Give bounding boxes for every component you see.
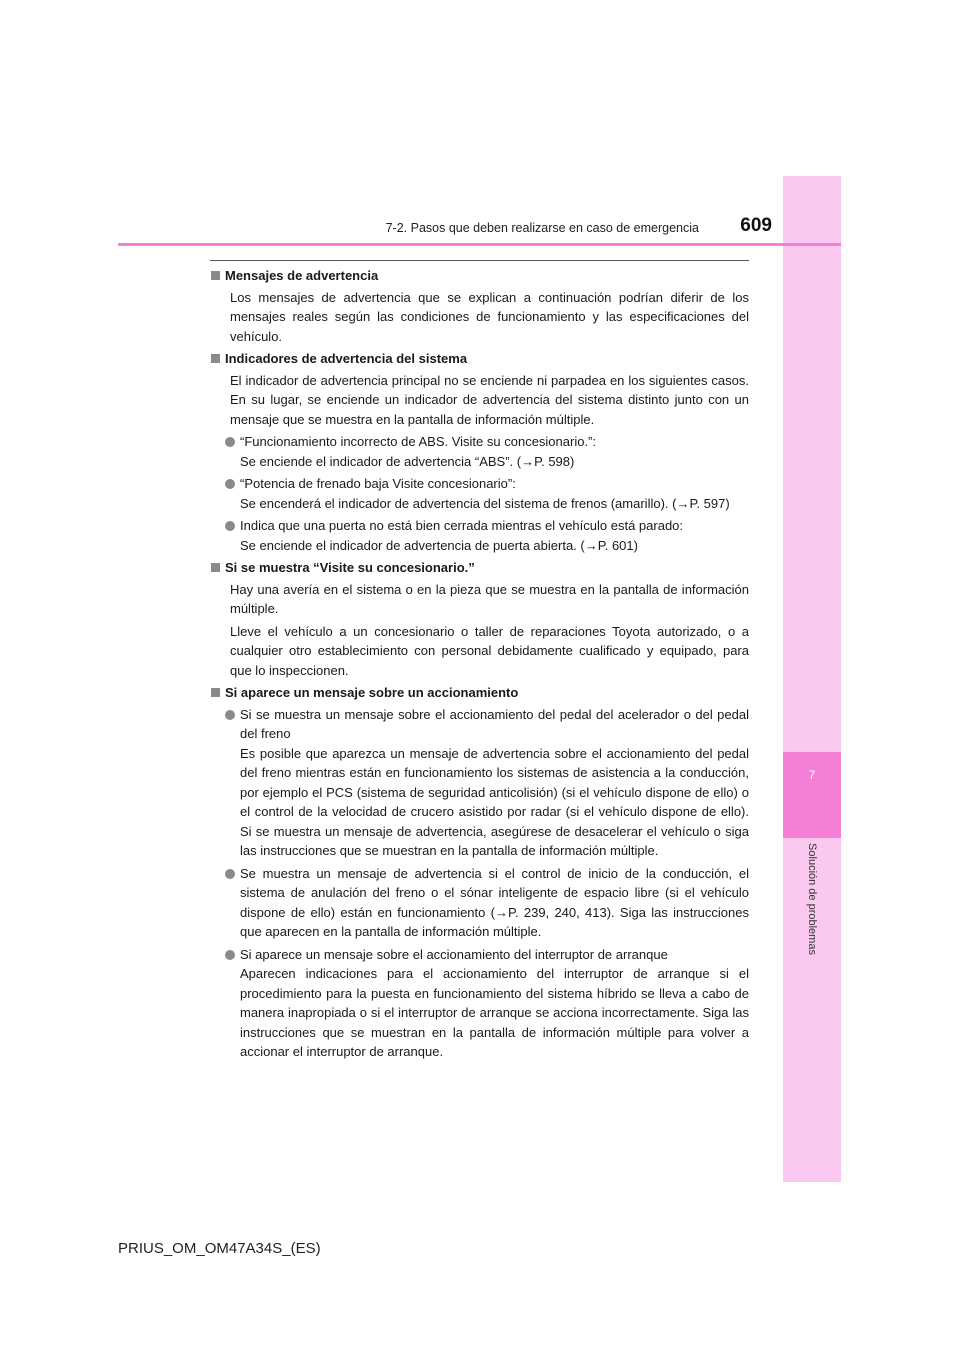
list-item: “Potencia de frenado baja Visite concesionario”: Se encenderá el indicador de advertencia del sistema de frenos (amarillo). (→P. 597) [210,474,749,513]
list-item: Indica que una puerta no está bien cerrada mientras el vehículo está parado: Se enciende el indicador de advertencia de puerta abierta. (→P. 601) [210,516,749,555]
body-content [210,266,749,1065]
square-bullet-icon [211,354,220,363]
square-bullet-icon [211,271,220,280]
chapter-label-container [783,835,841,985]
section-heading: Mensajes de advertencia [210,266,749,286]
circle-bullet-icon [225,869,235,879]
circle-bullet-icon [225,521,235,531]
section-title: 7-2. Pasos que deben realizarse en caso de emergencia [385,221,699,235]
chapter-number: 7 [808,768,816,782]
paragraph: Lleve el vehículo a un concesionario o taller de reparaciones Toyota autorizado, o a cualquier otro establecimiento con personal debidamente cualificado y equipado, para que lo inspeccionen. [230,623,749,678]
circle-bullet-icon [225,950,235,960]
header-rule [118,243,841,246]
document-code: PRIUS_OM_OM47A34S_(ES) [118,1240,321,1257]
paragraph: El indicador de advertencia principal no se enciende ni parpadea en los siguientes casos. En su lugar, se enciende un indicador de advertencia del sistema distinto junto con un mensaje que se muestra en la pantalla de información múltiple. [230,372,749,427]
chapter-label: Solución de problemas [806,843,818,955]
chapter-tab-marker [783,752,841,838]
page-number: 609 [740,215,772,236]
circle-bullet-icon [225,479,235,489]
paragraph: Hay una avería en el sistema o en la pieza que se muestra en la pantalla de información múltiple. [230,581,749,616]
circle-bullet-icon [225,437,235,447]
list-item: “Funcionamiento incorrecto de ABS. Visite su concesionario.”: Se enciende el indicador de advertencia “ABS”. (→P. 598) [210,432,749,471]
content-top-rule [210,260,749,261]
square-bullet-icon [211,688,220,697]
list-item: Si aparece un mensaje sobre el accionamiento del interruptor de arranque Aparecen indicaciones para el accionamiento del interruptor de arranque si el procedimiento para la puesta en funcionamiento del sistema híbrido se lleva a cabo de manera inapropiada o si el interruptor de arranque se acciona incorrectamente. Siga las instrucciones que se muestran en la pantalla de información múltiple para volver a accionar el interruptor de arranque. [210,945,749,1062]
list-item: Se muestra un mensaje de advertencia si el control de inicio de la conducción, el sistema de anulación del freno o el sónar inteligente de espacio libre (si el vehículo dispone de ello) están en funcionamiento (→P. 239, 240, 413). Siga las instrucciones que aparecen en la pantalla de información múltiple. [210,864,749,942]
paragraph: Los mensajes de advertencia que se explican a continuación podrían diferir de los mensajes reales según las condiciones de funcionamiento y las especificaciones del vehículo. [230,289,749,344]
square-bullet-icon [211,563,220,572]
circle-bullet-icon [225,710,235,720]
section-heading: Indicadores de advertencia del sistema [210,349,749,369]
section-heading: Si se muestra “Visite su concesionario.” [210,558,749,578]
list-item: Si se muestra un mensaje sobre el accionamiento del pedal del acelerador o del pedal del freno Es posible que aparezca un mensaje de advertencia sobre el accionamiento del pedal del freno mientras están en funcionamiento los sistemas de asistencia a la conducción, por ejemplo el PCS (sistema de seguridad anticolisión) (si el vehículo dispone de ello) o el control de la velocidad de crucero asistido por radar (si el vehículo dispone de ello). Si se muestra un mensaje de advertencia, asegúrese de desacelerar el vehículo o siga las instrucciones que se muestran en la pantalla de información múltiple. [210,705,749,861]
chapter-side-tab [783,176,841,1182]
section-heading: Si aparece un mensaje sobre un accionamiento [210,683,749,703]
